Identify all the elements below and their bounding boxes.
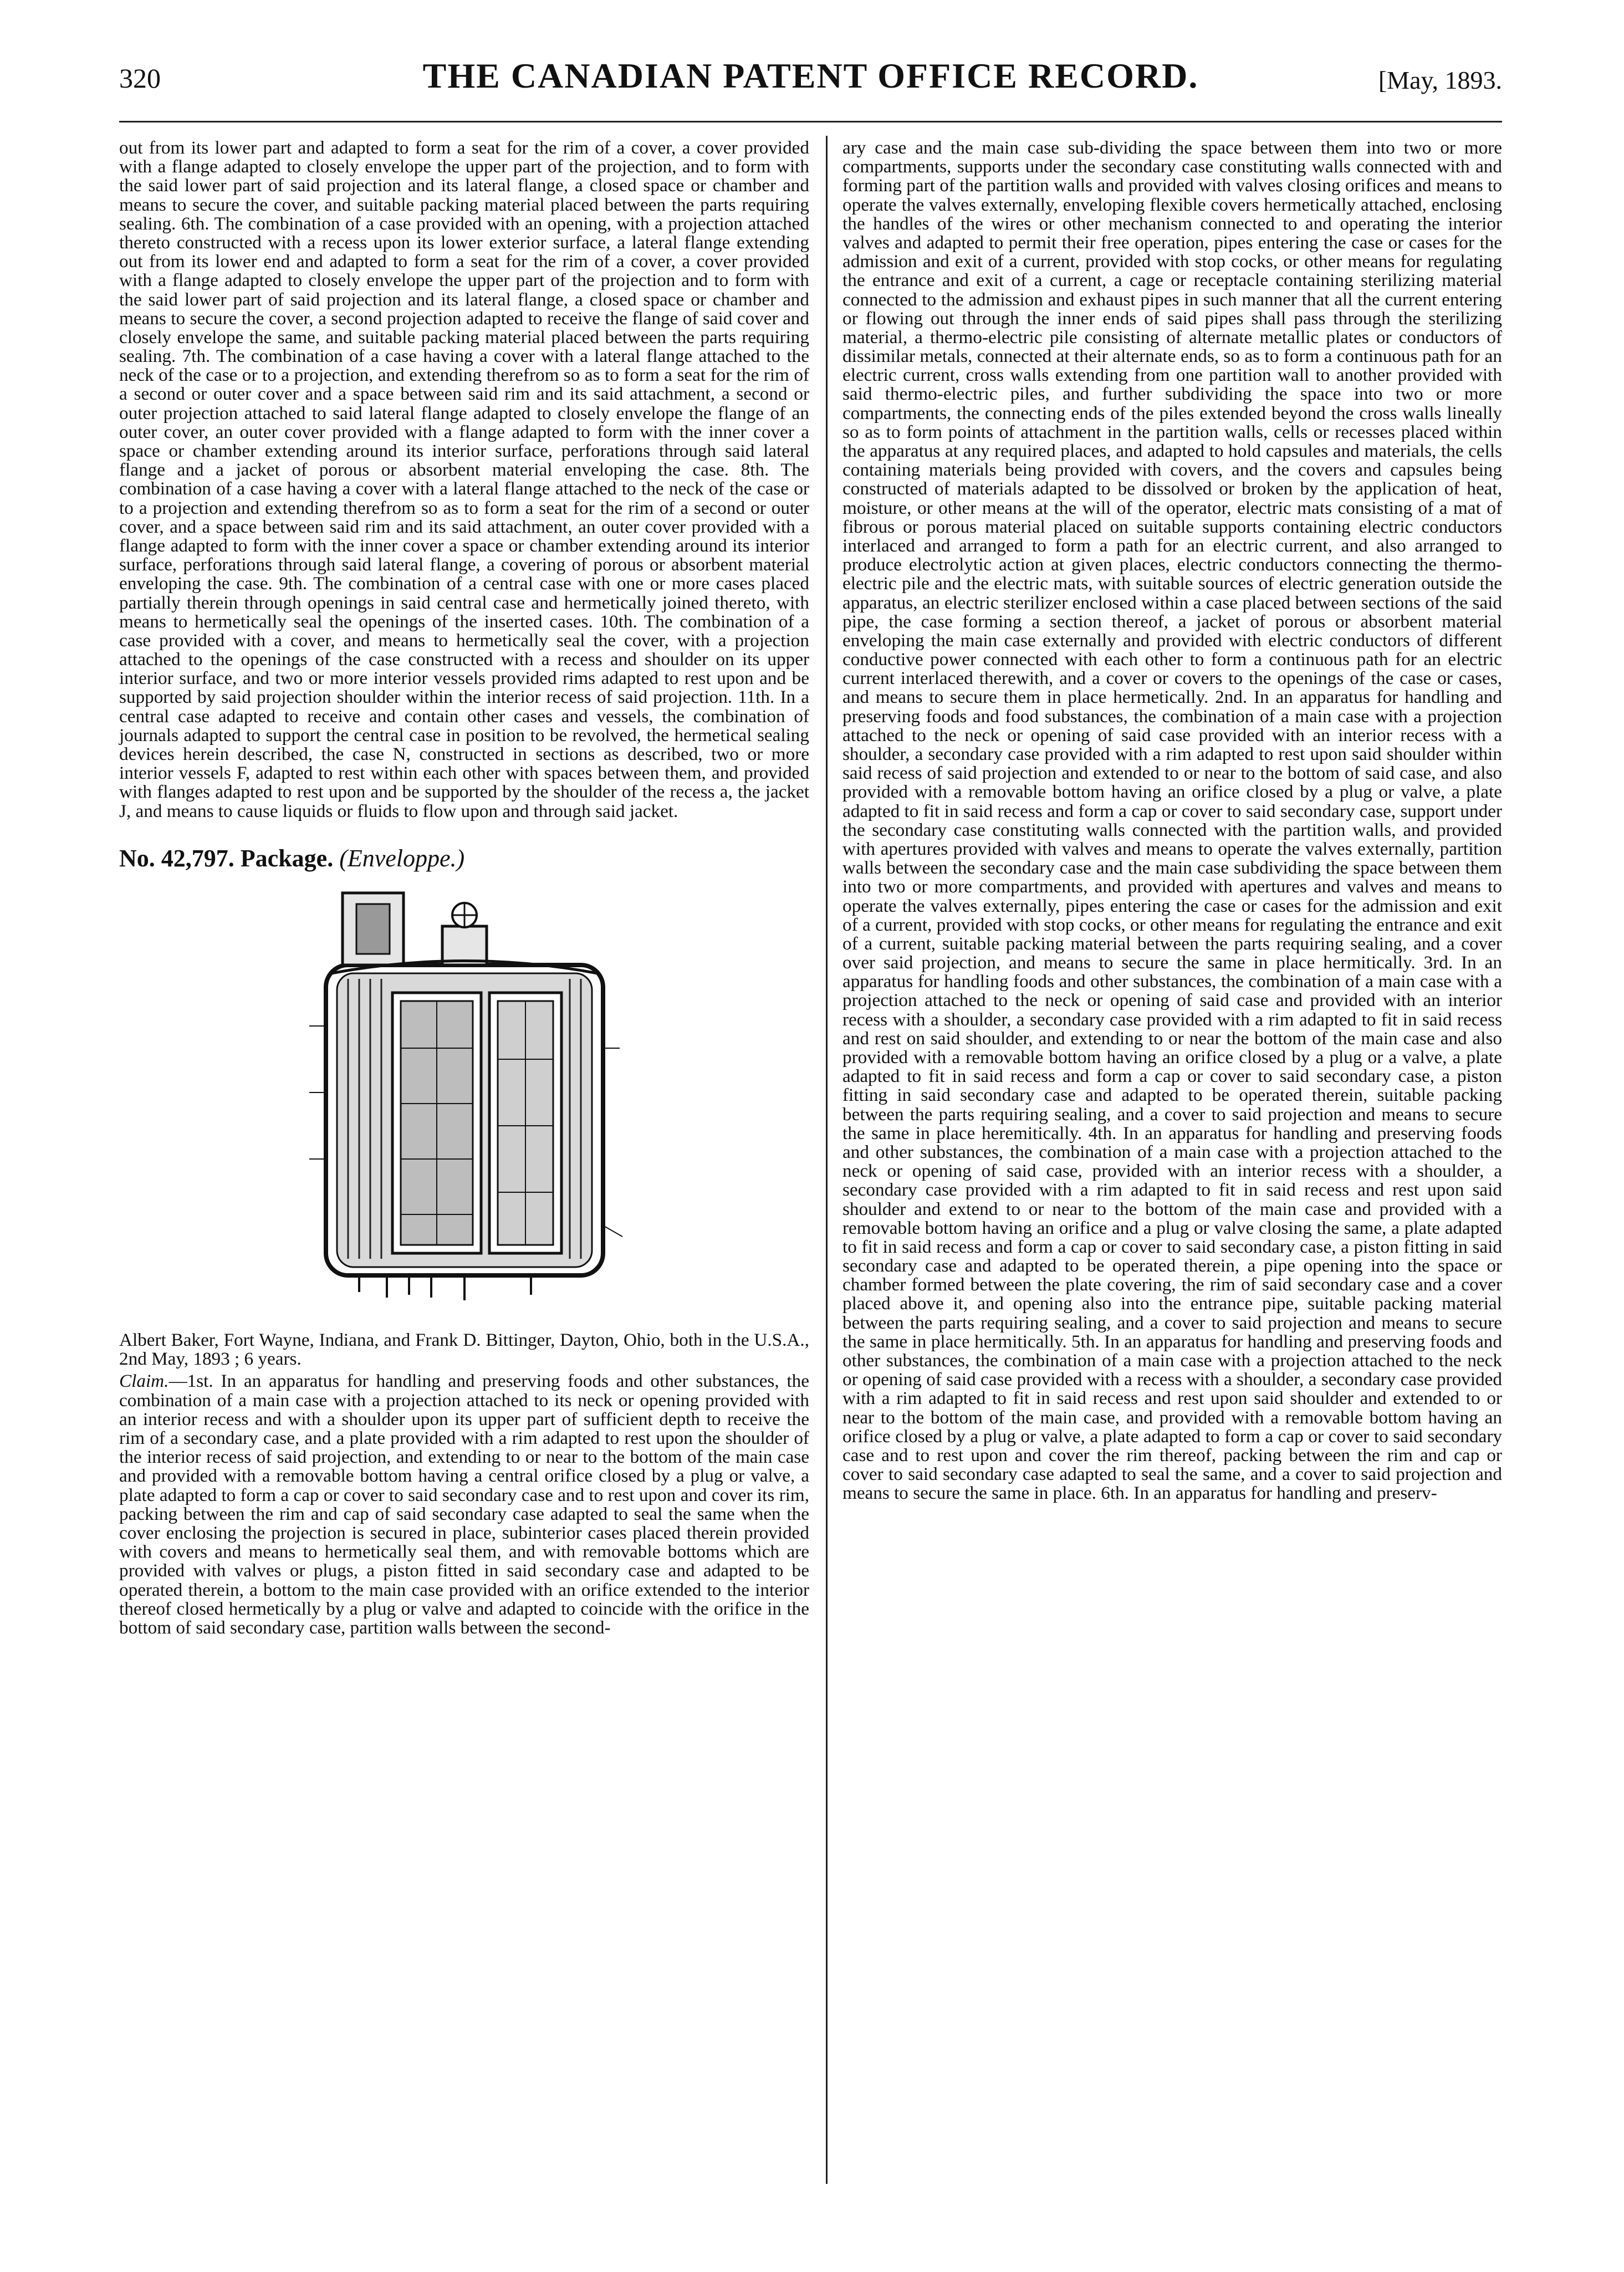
claims-continuation-text: out from its lower part and adapted to form a seat for the rim of a cover, a cover provided with a flange adapted to closely envelope the upper part of the projection, and to form with the said lower part of said projection and its lateral flange, a closed space or chamber and means to secure the cover, and suitable packing material placed between the parts requiring sealing. 6th. The combination of a case provided with an opening, with a projection attached thereto constructed with a recess upon its lower exterior surface, a lateral flange extending out from its lower end and adapted to form a seat for the rim of a cover, a cover provided with a flange adapted to closely envelope the upper part of the projection and to form with the said lower part of said projection and its lateral flange, a closed space or chamber and means to secure the cover, a second projection adapted to receive the flange of said cover and closely envelope the same, and suitable packing material placed between the parts requiring sealing. 7th. The combination of a case having a cover with a lateral flange attached to the neck of the case or to a projection, and extending therefrom so as to form a seat for the rim of a second or outer cover and a space between said rim and its said attachment, a second or outer projection attached to said lateral flange adapted to closely envelope the flange of an outer cover, an outer cover provided with a flange adapted to form with the inner cover a space or chamber extending around its interior surface, perforations through said lateral flange and a jacket of porous or absorbent material enveloping the case. 8th. The combination of a case having a cover with a lateral flange attached to the neck of the case or to a projection and extending therefrom so as to form a seat for the rim of a second or outer cover, and a space between said rim and its said attachment, an outer cover provided with a flange adapted to form with the inner cover a space or chamber extending around its interior surface, perforations through said lateral flange, a covering of porous or absorbent material enveloping the case. 9th. The combination of a central case with one or more cases placed partially therein through openings in said central case and hermetically joined thereto, with means to hermetically seal the openings of the inserted cases. 10th. The combination of a case provided with a cover, and means to hermetically seal the cover, with a projection attached to the openings of the case constructed with a recess and shoulder on its upper interior surface, and two or more interior vessels provided rims adapted to rest upon and be supported by said projection shoulder within the interior recess of said projection. 11th. In a central case adapted to receive and contain other cases and vessels, the combination of journals adapted to support the central case in position to be revolved, the hermetical sealing devices herein described, the case N, constructed in sections as described, two or more interior vessels F, adapted to rest within each other with spaces between them, and provided with flanges adapted to rest upon and be supported by the shoulder of the recess a, the jacket J, and means to cause liquids or fluids to flow upon and through said jacket. xyxy=(119,137,809,821)
page-header xyxy=(119,55,1502,105)
patent-title: Package. xyxy=(240,844,334,872)
page-number: 320 xyxy=(119,63,161,94)
patent-drawing-package-icon xyxy=(276,882,653,1309)
column-divider xyxy=(826,136,828,2184)
claim-text xyxy=(119,1372,809,1637)
claim-label: Claim. xyxy=(119,1371,169,1392)
claims-right-text: ary case and the main case sub-dividing the space between them into two or more compartments, supports under the secondary case constituting walls connected with and forming part of the partition walls and provided with valves closing orifices and means to operate the valves externally, enveloping flexible covers hermetically attached, enclosing the handles of the wires or other mechanism connected to and operating the interior valves and adapted to permit their free operation, pipes entering the case or cases for the admission and exit of a current, provided with stop cocks, or other means for regulating the entrance and exit of a current, a cage or receptacle containing sterilizing material connected to the admission and exhaust pipes in such manner that all the current entering or flowing out through the inner ends of said pipes shall pass through the sterilizing material, a thermo-electric pile consisting of alternate metallic plates or conductors of dissimilar metals, connected at their alternate ends, so as to form a continuous path for an electric current, cross walls extending from one partition wall to another provided with said thermo-electric piles, and further subdividing the space into two or more compartments, the connecting ends of the piles extended beyond the cross walls lineally so as to form points of attachment in the partition walls, cells or recesses placed within the apparatus at any required places, and adapted to hold capsules and materials, the cells containing materials being provided with covers, and the covers and capsules being constructed of materials adapted to be dissolved or broken by the application of heat, moisture, or other means at the will of the operator, electric mats consisting of a mat of fibrous or porous material placed on suitable supports containing electric conductors interlaced and arranged to form a path for an electric current, and also arranged to produce electrolytic action at given places, electric conductors connecting the thermo-electric pile and the electric mats, with suitable sources of electric generation outside the apparatus, an electric sterilizer enclosed within a case placed between sections of the said pipe, the case forming a section thereof, a jacket of porous or absorbent material enveloping the main case externally and provided with electric conductors of different conductive power connected with each other to form a continuous path for an electric current interlaced therewith, and a cover or covers to the openings of the case or cases, and means to secure them in place hermetically. 2nd. In an apparatus for handling and preserving foods and food substances, the combination of a main case with a projection attached to the neck or opening of said case provided with an interior recess with a shoulder, a secondary case provided with a rim adapted to rest upon said shoulder within said recess of said projection and extended to or near to the bottom of said case, and also provided with a removable bottom having an orifice closed by a plug or valve, a plate adapted to fit in said recess and form a cap or cover to said secondary case, support under the secondary case constituting walls connected with the partition walls, and provided with apertures provided with valves and means to operate the valves externally, partition walls between the secondary case and the main case subdividing the space between them into two or more compartments, and provided with apertures and valves and means to operate the valves externally, pipes entering the case or cases for the admission and exit of a current, provided with stop cocks, or other means for regulating the entrance and exit of a current, suitable packing material between the parts requiring sealing, and a cover over said projection, and means to secure the same in place hermitically. 3rd. In an apparatus for handling foods and other substances, the combination of a main case with a projection attached to the neck or opening of said case and provided with an interior recess with a shoulder, a secondary case provided with a rim adapted to fit in said recess and rest on said shoulder, and extending to or near the bottom of the main case and also provided with a removable bottom having an orifice closed by a plug or a valve, a plate adapted to fit in said recess and form a cap or cover to said secondary case, a piston fitting in said secondary case and adapted to be operated therein, suitable packing between the parts requiring sealing, and a cover to said projection and means to secure the same in place heremitically. 4th. In an apparatus for handling and preserving foods and other substances, the combination of a main case with a projection attached to the neck or opening of said case, provided with an interior recess with a shoulder, a secondary case provided with a rim adapted to fit in said recess and rest upon said shoulder and extend to or near to the bottom of the main case and provided with a removable bottom having an orifice and a plug or valve closing the same, a plate adapted to fit in said recess and form a cap or cover to said secondary case, a piston fitting in said secondary case and adapted to be operated therein, a pipe opening into the space or chamber formed between the plate covering, the rim of said secondary case and a cover placed above it, and opening also into the entrance pipe, suitable packing material between the parts requiring sealing, and a cover to said projection and means to secure the same in place hermitically. 5th. In an apparatus for handling and preserving foods and other substances, the combination of a main case with a projection attached to the neck or opening of said case provided with a recess with a shoulder, a secondary case provided with a rim adapted to fit in said recess and rest upon said shoulder and extended to or near to the bottom of the main case, and provided with a removable bottom having an orifice closed by a plug or valve, a plate adapted to form a cap or cover to said secondary case and to rest upon and cover the rim thereof, packing between the rim and cap or cover to said secondary case adapted to seal the same, and a cover to said projection and means to secure the same in place. 6th. In an apparatus for handling and preserv- xyxy=(842,137,1502,1504)
right-column xyxy=(842,139,1502,1503)
header-rule xyxy=(119,121,1502,122)
patent-drawing xyxy=(276,882,653,1309)
patent-number: No. 42,797. xyxy=(119,844,234,872)
patentee-line: Albert Baker, Fort Wayne, Indiana, and Frank D. Bittinger, Dayton, Ohio, both in the U.S.A., 2nd May, 1893 ; 6 years. xyxy=(119,1330,809,1370)
journal-title: THE CANADIAN PATENT OFFICE RECORD. xyxy=(422,56,1199,95)
issue-date: [May, 1893. xyxy=(1378,66,1502,94)
patent-heading xyxy=(119,846,809,871)
claim-body: —1st. In an apparatus for handling and preserving foods and other substances, the combination of a main case with a projection attached to its neck or opening provided with an interior recess and with a shoulder upon its upper part of sufficient depth to receive the rim of a secondary case, and a plate provided with a rim adapted to rest upon the shoulder of the interior recess of said projection, and extending to or near to the bottom of the main case and provided with a removable bottom having a central orifice closed by a plug or valve, a plate adapted to form a cap or cover to said secondary case and to rest upon and cover its rim, packing between the rim and cap of said secondary case adapted to seal the same when the cover enclosing the projection is secured in place, subinterior cases placed therein provided with covers and means to hermetically seal them, and with removable bottoms which are provided with valves or plugs, a piston fitted in said secondary case and adapted to be operated therein, a bottom to the main case provided with an orifice extended to the interior thereof closed hermetically by a plug or valve and adapted to coincide with the orifice in the bottom of said secondary case, partition walls between the second- xyxy=(119,1371,809,1638)
patent-alt-title: (Enveloppe.) xyxy=(339,844,465,872)
left-column xyxy=(119,139,809,1637)
